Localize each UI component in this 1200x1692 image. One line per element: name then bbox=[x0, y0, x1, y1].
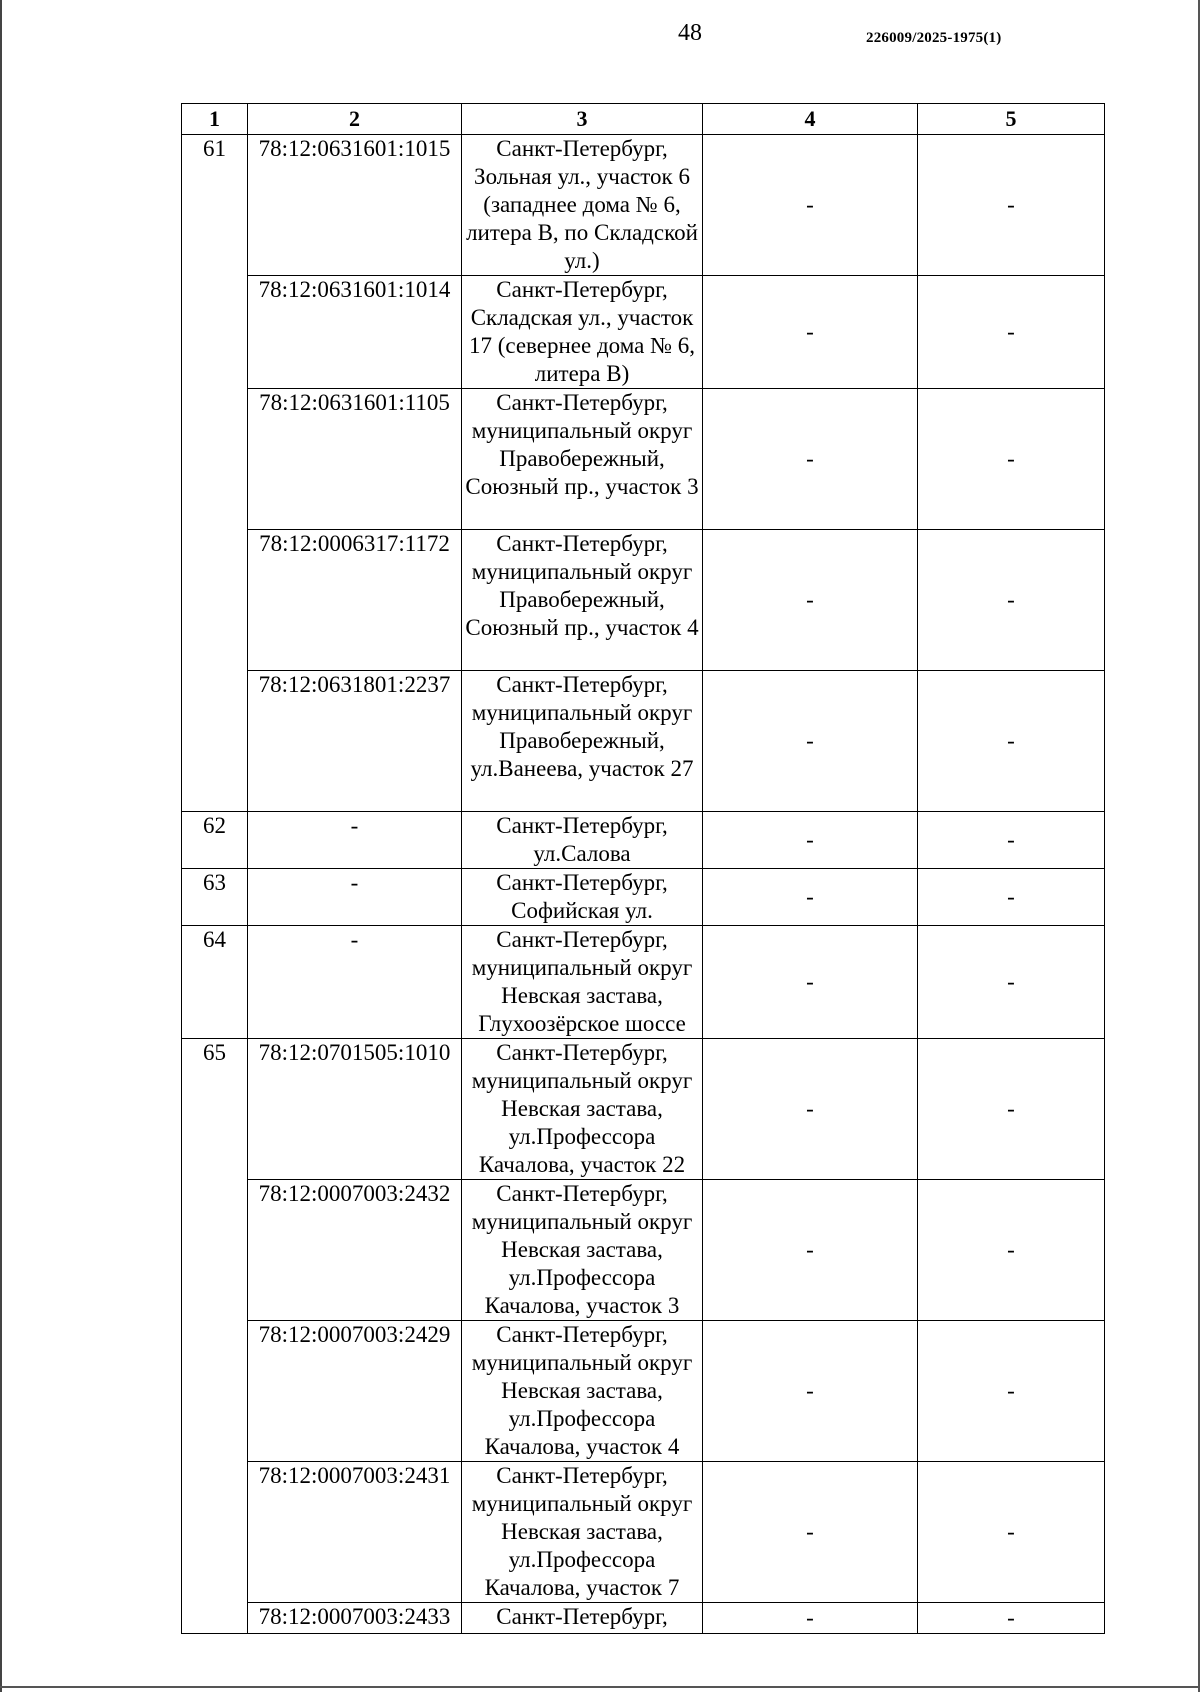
column-4-cell: - bbox=[703, 671, 918, 812]
column-5-cell: - bbox=[918, 1603, 1105, 1634]
table-row bbox=[182, 1462, 1105, 1603]
scan-edge-left bbox=[0, 0, 2, 1692]
column-5-cell: - bbox=[918, 869, 1105, 926]
cadastral-number-cell: 78:12:0007003:2432 bbox=[248, 1180, 462, 1321]
table-row bbox=[182, 1180, 1105, 1321]
address-cell: Санкт-Петербург, Складская ул., участок 17 (севернее дома № 6, литера В) bbox=[462, 276, 703, 389]
column-4-cell: - bbox=[703, 1321, 918, 1462]
address-cell: Санкт-Петербург, муниципальный округ Правобережный, ул.Ванеева, участок 27 bbox=[462, 671, 703, 812]
column-4-cell: - bbox=[703, 135, 918, 276]
cadastral-number-cell: 78:12:0631601:1014 bbox=[248, 276, 462, 389]
column-4-cell: - bbox=[703, 276, 918, 389]
cadastral-number-cell: 78:12:0631801:2237 bbox=[248, 671, 462, 812]
table-row bbox=[182, 671, 1105, 812]
address-cell: Санкт-Петербург, муниципальный округ Невская застава, ул.Профессора Качалова, участок 22 bbox=[462, 1039, 703, 1180]
column-4-cell: - bbox=[703, 1603, 918, 1634]
column-header-5: 5 bbox=[918, 104, 1105, 135]
column-5-cell: - bbox=[918, 1039, 1105, 1180]
row-number-cell: 62 bbox=[182, 812, 248, 869]
column-5-cell: - bbox=[918, 1321, 1105, 1462]
row-number-cell: 63 bbox=[182, 869, 248, 926]
column-4-cell: - bbox=[703, 869, 918, 926]
table-row bbox=[182, 926, 1105, 1039]
column-4-cell: - bbox=[703, 389, 918, 530]
row-number-cell: 65 bbox=[182, 1039, 248, 1634]
cadastral-number-cell: 78:12:0006317:1172 bbox=[248, 530, 462, 671]
column-5-cell: - bbox=[918, 926, 1105, 1039]
column-5-cell: - bbox=[918, 1180, 1105, 1321]
table-row bbox=[182, 1321, 1105, 1462]
column-5-cell: - bbox=[918, 671, 1105, 812]
document-reference: 226009/2025-1975(1) bbox=[866, 30, 1002, 46]
column-4-cell: - bbox=[703, 1039, 918, 1180]
column-header-2: 2 bbox=[248, 104, 462, 135]
cadastral-number-cell: 78:12:0007003:2433 bbox=[248, 1603, 462, 1634]
table-row bbox=[182, 530, 1105, 671]
table-row bbox=[182, 135, 1105, 276]
address-cell: Санкт-Петербург, муниципальный округ Невская застава, ул.Профессора Качалова, участок 3 bbox=[462, 1180, 703, 1321]
cadastral-number-cell: 78:12:0007003:2431 bbox=[248, 1462, 462, 1603]
cadastral-number-cell: 78:12:0631601:1015 bbox=[248, 135, 462, 276]
page-number: 48 bbox=[678, 20, 702, 46]
address-cell: Санкт-Петербург, муниципальный округ Правобережный, Союзный пр., участок 3 bbox=[462, 389, 703, 530]
table-row bbox=[182, 1039, 1105, 1180]
address-cell: Санкт-Петербург, муниципальный округ Невская застава, ул.Профессора Качалова, участок 7 bbox=[462, 1462, 703, 1603]
address-cell: Санкт-Петербург, Зольная ул., участок 6 (западнее дома № 6, литера В, по Складской ул.) bbox=[462, 135, 703, 276]
address-cell: Санкт-Петербург, ул.Салова bbox=[462, 812, 703, 869]
column-header-3: 3 bbox=[462, 104, 703, 135]
land-plots-table bbox=[181, 103, 1105, 1634]
table-header-row bbox=[182, 104, 1105, 135]
column-4-cell: - bbox=[703, 530, 918, 671]
column-5-cell: - bbox=[918, 389, 1105, 530]
address-cell: Санкт-Петербург, Софийская ул. bbox=[462, 869, 703, 926]
row-number-cell: 64 bbox=[182, 926, 248, 1039]
column-4-cell: - bbox=[703, 1180, 918, 1321]
column-header-4: 4 bbox=[703, 104, 918, 135]
table-row bbox=[182, 389, 1105, 530]
table-row bbox=[182, 869, 1105, 926]
column-5-cell: - bbox=[918, 135, 1105, 276]
address-cell: Санкт-Петербург, bbox=[462, 1603, 703, 1634]
cadastral-number-cell: - bbox=[248, 869, 462, 926]
cadastral-number-cell: 78:12:0007003:2429 bbox=[248, 1321, 462, 1462]
column-5-cell: - bbox=[918, 276, 1105, 389]
cadastral-number-cell: 78:12:0631601:1105 bbox=[248, 389, 462, 530]
table-row bbox=[182, 276, 1105, 389]
address-cell: Санкт-Петербург, муниципальный округ Невская застава, Глухоозёрское шоссе bbox=[462, 926, 703, 1039]
row-number-cell: 61 bbox=[182, 135, 248, 812]
cadastral-number-cell: - bbox=[248, 926, 462, 1039]
column-4-cell: - bbox=[703, 812, 918, 869]
address-cell: Санкт-Петербург, муниципальный округ Правобережный, Союзный пр., участок 4 bbox=[462, 530, 703, 671]
column-4-cell: - bbox=[703, 926, 918, 1039]
column-5-cell: - bbox=[918, 1462, 1105, 1603]
cadastral-number-cell: - bbox=[248, 812, 462, 869]
cadastral-number-cell: 78:12:0701505:1010 bbox=[248, 1039, 462, 1180]
column-5-cell: - bbox=[918, 530, 1105, 671]
column-4-cell: - bbox=[703, 1462, 918, 1603]
table-row bbox=[182, 812, 1105, 869]
column-5-cell: - bbox=[918, 812, 1105, 869]
address-cell: Санкт-Петербург, муниципальный округ Невская застава, ул.Профессора Качалова, участок 4 bbox=[462, 1321, 703, 1462]
table-row bbox=[182, 1603, 1105, 1634]
scan-edge-bottom bbox=[0, 1686, 1200, 1688]
column-header-1: 1 bbox=[182, 104, 248, 135]
